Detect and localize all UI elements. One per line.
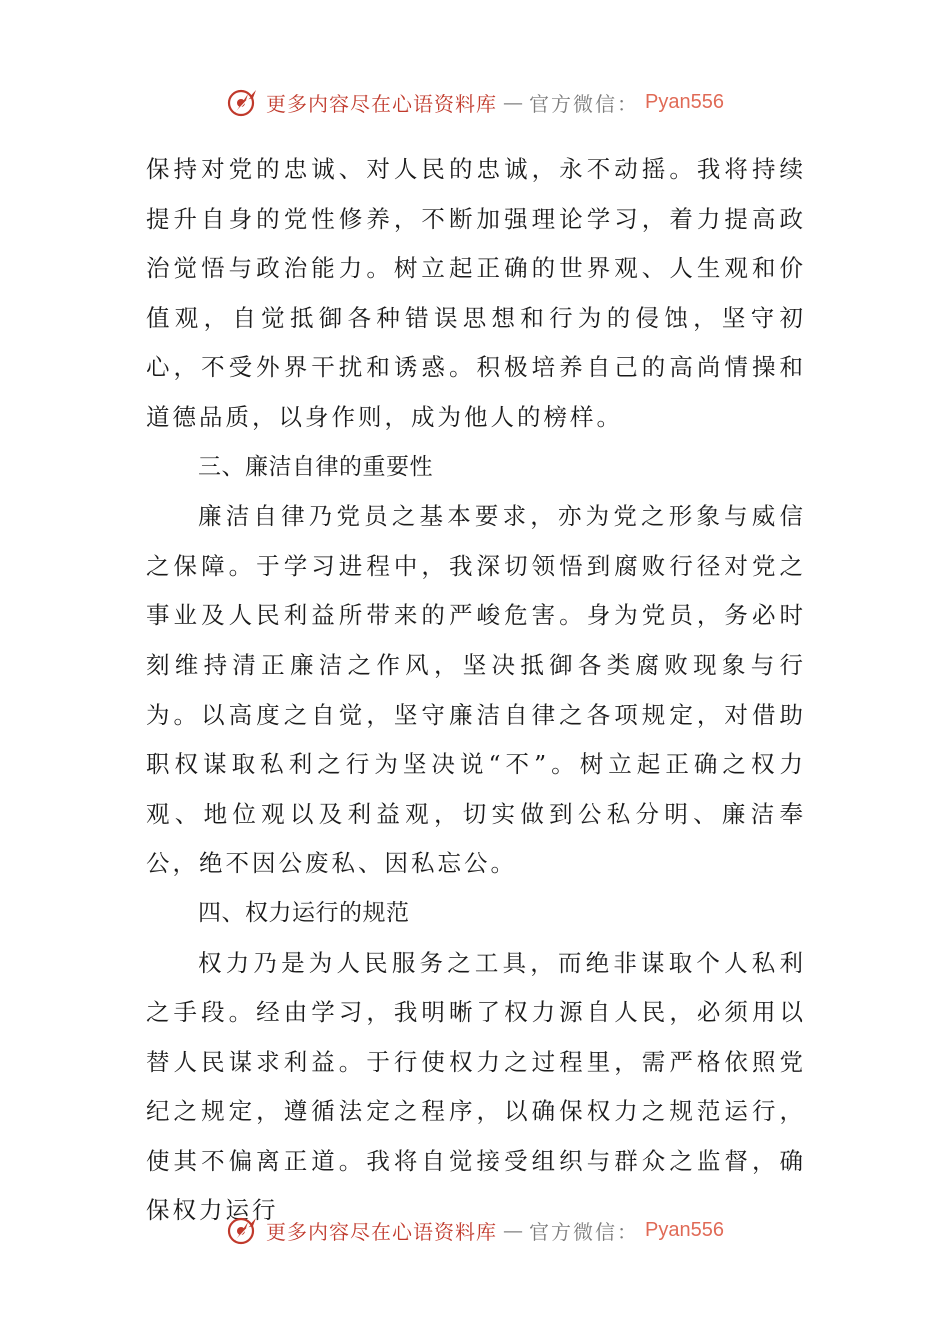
paragraph-section-4: 权力乃是为人民服务之工具，而绝非谋取个人私利之手段。经由学习，我明晰了权力源自人民，必须用以替人民谋求利益。于行使权力之过程里，需严格依照党纪之规定，遵循法定之程序，以确保权力之规范运行，使其不偏离正道。我将自觉接受组织与群众之监督，确保权力运行: [146, 948, 806, 1225]
banner-wechat-label: 官方微信：: [529, 1219, 640, 1244]
quill-logo-icon: [226, 85, 260, 119]
banner-separator: —: [503, 1218, 524, 1242]
banner-wechat-id: Pyan556: [645, 1218, 724, 1241]
banner-wechat-id: Pyan556: [645, 90, 724, 113]
section-heading-4: 四、权力运行的规范: [198, 899, 410, 926]
quill-logo-icon: [226, 1213, 260, 1247]
banner-wechat-label: 官方微信：: [529, 91, 640, 116]
banner-separator: —: [503, 90, 524, 114]
paragraph-intro: 保持对党的忠诚、对人民的忠诚，永不动摇。我将持续提升自身的党性修养，不断加强理论学习，着力提高政治觉悟与政治能力。树立起正确的世界观、人生观和价值观，自觉抵御各种错误思想和行为的侵蚀，坚守初心，不受外界干扰和诱惑。积极培养自己的高尚情操和道德品质，以身作则，成为他人的榜样。: [146, 155, 806, 431]
header-banner: [0, 82, 950, 122]
section-heading-3: 三、廉洁自律的重要性: [198, 453, 433, 480]
banner-brand-text: 更多内容尽在心语资料库: [266, 91, 498, 116]
footer-banner: [0, 1210, 950, 1250]
banner-brand-text: 更多内容尽在心语资料库: [266, 1219, 498, 1244]
document-body: [146, 145, 806, 1236]
paragraph-section-3: 廉洁自律乃党员之基本要求，亦为党之形象与威信之保障。于学习进程中，我深切领悟到腐败行径对党之事业及人民利益所带来的严峻危害。身为党员，务必时刻维持清正廉洁之作风，坚决抵御各类腐败现象与行为。以高度之自觉，坚守廉洁自律之各项规定，对借助职权谋取私利之行为坚决说“不”。树立起正确之权力观、地位观以及利益观，切实做到公私分明、廉洁奉公，绝不因公废私、因私忘公。: [146, 502, 806, 878]
